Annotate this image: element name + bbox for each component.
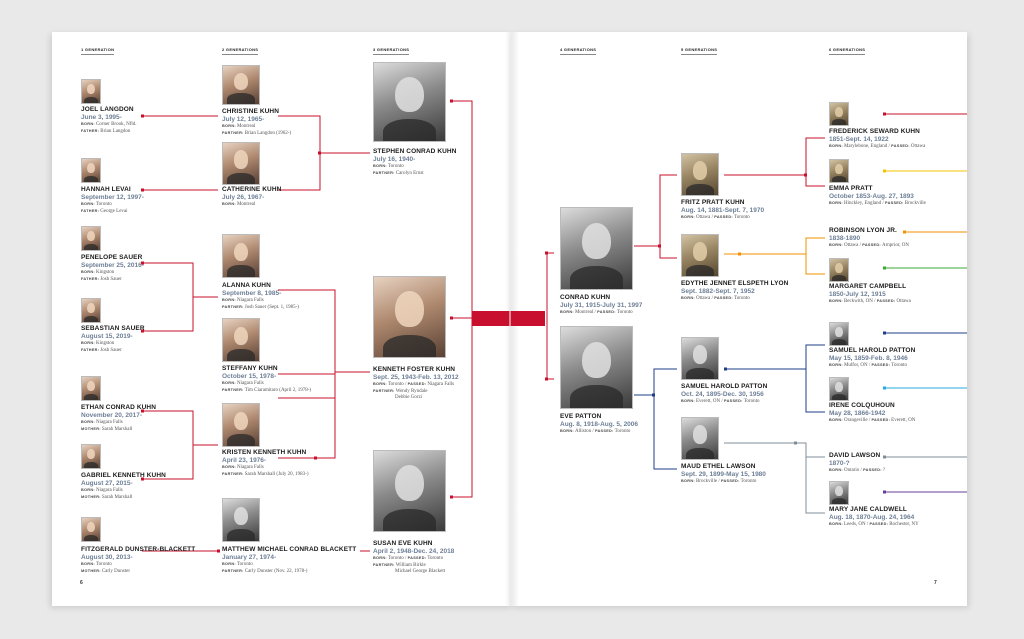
person-gabriel-kenneth-kuhn: [81, 472, 166, 501]
partner-value: Carolyn Ernst: [395, 170, 424, 176]
partner-label: PARTNER:: [373, 562, 395, 567]
born-label: BORN:: [829, 418, 843, 423]
father-label: FATHER:: [81, 208, 100, 213]
born-value: Ottawa: [695, 296, 711, 302]
connector-eve-samuel-maud: [634, 369, 677, 469]
born-label: BORN:: [681, 399, 695, 404]
passed-label: PASSED:: [862, 243, 881, 248]
heading-1-generation: 1 GENERATION: [81, 47, 114, 55]
photo-christine: [222, 65, 260, 105]
born-value: Toronto: [236, 562, 253, 568]
photo-ethan: [81, 376, 101, 401]
passed-value: Toronto: [734, 215, 750, 221]
born-label: BORN:: [681, 479, 695, 484]
person-samuel-harold-patton-gen6: SAMUEL HAROLD PATTON May 15, 1859-Feb. 8, 1946 BORN:Mulfor, ON / PASSED:Toronto: [829, 347, 916, 369]
photo-penelope: [81, 226, 101, 251]
person-name: FREDERICK SEWARD KUHN: [829, 128, 920, 135]
passed-value: Toronto: [743, 399, 760, 405]
person-dates: 1870-?: [829, 460, 850, 468]
person-name: STEPHEN CONRAD KUHN: [373, 148, 457, 155]
born-value: Toronto: [387, 556, 404, 562]
passed-label: PASSED:: [407, 556, 427, 561]
passed-value: Toronto: [614, 429, 631, 435]
mother-label: MOTHER:: [81, 494, 101, 499]
passed-value: Everett, ON: [891, 418, 916, 424]
heading-4-generations: 4 GENERATIONS: [560, 47, 596, 55]
passed-label: PASSED:: [871, 363, 891, 368]
born-value: Brockville: [695, 479, 718, 485]
person-joel-langdon: [81, 106, 137, 135]
passed-value: Ottawa: [910, 144, 926, 150]
person-name: KRISTEN KENNETH KUHN: [222, 449, 307, 456]
born-label: BORN:: [681, 215, 695, 220]
person-name: CATHERINE KUHN: [222, 186, 282, 193]
person-irene-colquhoun: IRENE COLQUHOUN May 28, 1866-1942 BORN:Orangeville / PASSED:Everett, ON: [829, 402, 916, 424]
photo-susan: [373, 450, 446, 532]
born-value: Kingston: [95, 341, 115, 347]
partner-label: PARTNER:: [373, 170, 395, 175]
photo-mary: [829, 481, 849, 505]
person-fritz-pratt-kuhn: FRITZ PRATT KUHN Aug. 14, 1881-Sept. 7, 1970 BORN:Ottawa / PASSED:Toronto: [681, 199, 765, 221]
connector-conrad-fritz-edythe: [634, 175, 677, 258]
connector-gen4-bracket: [547, 253, 554, 379]
person-mary-jane-caldwell: MARY JANE CALDWELL Aug. 18, 1870-Aug. 24, 1964 BORN:Leeds, ON / PASSED:Rochester, NY: [829, 506, 919, 528]
born-label: BORN:: [81, 488, 95, 493]
person-name: STEFFANY KUHN: [222, 365, 278, 372]
person-margaret-campbell: MARGARET CAMPBELL 1850-July 12, 1915 BORN:Beckwith, ON / PASSED:Ottawa: [829, 283, 911, 305]
photo-irene: [829, 377, 849, 401]
mother-value: Sarah Marshall: [101, 426, 133, 432]
born-value: Marylebone, England: [843, 144, 888, 150]
person-name: MARGARET CAMPBELL: [829, 283, 907, 290]
born-value: Ottawa: [843, 243, 859, 249]
father-value: Brian Langdon: [100, 128, 131, 134]
passed-label: PASSED:: [885, 201, 904, 206]
photo-frederick: [829, 102, 849, 126]
passed-value: Niagara Falls: [427, 382, 455, 388]
passed-value: Ottawa: [896, 299, 911, 305]
person-dates: Aug. 8, 1918-Aug. 5, 2006: [560, 421, 639, 429]
person-name: SUSAN EVE KUHN: [373, 540, 433, 547]
person-david-lawson: DAVID LAWSON 1870-? BORN:Ontario / PASSED:?: [829, 452, 886, 474]
person-dates: September 12, 1997-: [81, 194, 144, 202]
person-fitzgerald-dunster-blackett: [81, 546, 195, 575]
passed-value: Toronto: [734, 296, 750, 302]
passed-label: PASSED:: [597, 310, 616, 315]
born-value: Orangeville: [843, 418, 868, 424]
mother-label: MOTHER:: [81, 426, 101, 431]
person-alanna-kuhn: [222, 282, 299, 311]
born-label: BORN:: [222, 562, 236, 567]
person-dates: Aug. 14, 1881-Sept. 7, 1970: [681, 207, 765, 215]
person-dates: September 25, 2016-: [81, 262, 144, 270]
passed-label: PASSED:: [871, 418, 891, 423]
person-dates: 1851-Sept. 14, 1922: [829, 136, 889, 144]
person-name: JOEL LANGDON: [81, 106, 134, 113]
photo-maud: [681, 417, 719, 460]
person-kenneth-foster-kuhn: KENNETH FOSTER KUHN Sept. 25, 1943-Feb. 13, 2012 BORN:Toronto / PASSED:Niagara Falls PARTNER:Wendy Ryndale Debbie Gorzi: [373, 366, 459, 400]
father-label: FATHER:: [81, 347, 100, 352]
born-value: Niagara Falls: [95, 488, 123, 494]
photo-catherine: [222, 142, 260, 185]
person-name: ETHAN CONRAD KUHN: [81, 404, 157, 411]
born-label: BORN:: [81, 420, 95, 425]
born-value: Leeds, ON: [843, 522, 866, 528]
person-dates: Oct. 24, 1895-Dec. 30, 1956: [681, 391, 764, 399]
person-dates: July 26, 1967-: [222, 194, 265, 202]
person-name: SAMUEL HAROLD PATTON: [829, 347, 916, 354]
person-name: IRENE COLQUHOUN: [829, 402, 895, 409]
person-steffany-kuhn: [222, 365, 311, 394]
person-dates: June 3, 1995-: [81, 114, 122, 122]
born-value: Niagara Falls: [95, 420, 123, 426]
father-value: Josh Sauer: [100, 276, 122, 282]
person-dates: October 1853-Aug. 27, 1893: [829, 193, 914, 201]
passed-value: ?: [882, 468, 886, 474]
person-eve-patton: EVE PATTON Aug. 8, 1918-Aug. 5, 2006 BORN:Alliston / PASSED:Toronto: [560, 413, 639, 435]
born-label: BORN:: [222, 381, 236, 386]
passed-value: Brockville: [904, 201, 926, 207]
person-edythe-jennet-elspeth-lyon: EDYTHE JENNET ELSPETH LYON Sept. 1882-Sept. 7, 1952 BORN:Ottawa / PASSED:Toronto: [681, 280, 789, 302]
person-name: MARY JANE CALDWELL: [829, 506, 907, 513]
person-samuel-harold-patton-gen5: SAMUEL HAROLD PATTON Oct. 24, 1895-Dec. 30, 1956 BORN:Everett, ON / PASSED:Toronto: [681, 383, 768, 405]
born-value: Beckwith, ON: [843, 299, 873, 305]
photo-conrad: [560, 207, 633, 290]
person-ethan-conrad-kuhn: [81, 404, 156, 433]
born-value: Toronto: [95, 202, 112, 208]
partner-value-2: Debbie Gorzi: [395, 394, 423, 400]
person-name: FITZGERALD DUNSTER-BLACKETT: [81, 546, 196, 553]
born-label: BORN:: [222, 124, 236, 129]
born-label: BORN:: [373, 164, 387, 169]
born-label: BORN:: [829, 243, 843, 248]
person-dates: April 2, 1948-Dec. 24, 2018: [373, 548, 455, 556]
passed-label: PASSED:: [863, 468, 882, 473]
mother-value: Carly Dunster: [101, 568, 131, 574]
partner-label: PARTNER:: [222, 304, 244, 309]
passed-value: Toronto: [891, 363, 907, 369]
partner-value: Sarah Marshall (July 20, 1983-): [244, 471, 309, 477]
photo-kristen: [222, 403, 260, 447]
person-name: HANNAH LEVAI: [81, 186, 131, 193]
person-frederick-seward-kuhn: FREDERICK SEWARD KUHN 1851-Sept. 14, 1922 BORN:Marylebone, England / PASSED:Ottawa: [829, 128, 926, 150]
person-penelope-sauer: [81, 254, 144, 283]
person-dates: Aug. 18, 1870-Aug. 24, 1964: [829, 514, 915, 522]
person-name: SEBASTIAN SAUER: [81, 325, 145, 332]
person-dates: Sept. 1882-Sept. 7, 1952: [681, 288, 755, 296]
born-label: BORN:: [81, 270, 95, 275]
passed-value: Toronto: [740, 479, 757, 485]
passed-value: Toronto: [427, 556, 444, 562]
born-label: BORN:: [829, 468, 843, 473]
father-label: FATHER:: [81, 276, 100, 281]
person-dates: 1838-1890: [829, 235, 861, 243]
person-dates: October 15, 1978-: [222, 373, 277, 381]
born-value: Niagara Falls: [236, 298, 264, 304]
born-value: Ontario: [843, 468, 860, 474]
partner-label: PARTNER:: [222, 568, 244, 573]
photo-eve: [560, 326, 633, 409]
partner-value: Wendy Ryndale: [395, 388, 428, 394]
person-conrad-kuhn: CONRAD KUHN July 31, 1915-July 31, 1997 BORN:Montreal / PASSED:Toronto: [560, 294, 643, 316]
photo-joel: [81, 79, 101, 104]
born-value: Montreal: [574, 310, 594, 316]
person-dates: July 16, 1940-: [373, 156, 416, 164]
born-value: Mulfor, ON: [843, 363, 868, 369]
mother-label: MOTHER:: [81, 568, 101, 573]
person-name: DAVID LAWSON: [829, 452, 881, 459]
photo-kenneth: [373, 276, 446, 358]
passed-value: Arnprior, ON: [882, 243, 910, 249]
born-value: Alliston: [574, 429, 592, 435]
photo-fritz: [681, 153, 719, 196]
passed-value: Toronto: [616, 310, 633, 316]
passed-label: PASSED:: [869, 522, 889, 527]
person-name: KENNETH FOSTER KUHN: [373, 366, 456, 373]
person-name: ROBINSON LYON JR.: [829, 227, 897, 234]
person-dates: May 28, 1866-1942: [829, 410, 886, 418]
photo-sebastian: [81, 298, 101, 323]
photo-hannah: [81, 158, 101, 183]
father-value: Josh Sauer: [100, 347, 122, 353]
father-value: George Levai: [100, 208, 128, 214]
person-stephen-conrad-kuhn: [373, 148, 457, 177]
born-value: Montreal: [236, 202, 256, 208]
born-value: Toronto: [387, 382, 404, 388]
page-number-right: 7: [934, 580, 937, 586]
born-value: Toronto: [95, 562, 112, 568]
born-label: BORN:: [373, 382, 387, 387]
born-label: BORN:: [829, 144, 843, 149]
person-dates: November 20, 2017-: [81, 412, 143, 420]
passed-label: PASSED:: [714, 215, 733, 220]
person-maud-ethel-lawson: MAUD ETHEL LAWSON Sept. 29, 1899-May 15, 1980 BORN:Brockville / PASSED:Toronto: [681, 463, 766, 485]
born-label: BORN:: [81, 562, 95, 567]
partner-value-2: Michael George Blackett: [395, 568, 446, 574]
born-label: BORN:: [829, 299, 843, 304]
photo-stephen: [373, 62, 446, 142]
person-robinson-lyon-jr: ROBINSON LYON JR. 1838-1890 BORN:Ottawa / PASSED:Arnprior, ON: [829, 227, 910, 249]
person-christine-kuhn: [222, 108, 291, 137]
person-dates: August 27, 2015-: [81, 480, 133, 488]
born-label: BORN:: [560, 429, 574, 434]
born-label: BORN:: [560, 310, 574, 315]
photo-alanna: [222, 234, 260, 278]
connector-christine-catherine-stephen: [278, 116, 370, 190]
father-label: FATHER:: [81, 128, 100, 133]
person-dates: September 8, 1985-: [222, 290, 282, 298]
born-value: Ottawa: [695, 215, 711, 221]
connector-spine-bar: [472, 311, 545, 326]
partner-value: Brian Langdon (1962-): [244, 130, 292, 136]
person-dates: May 15, 1859-Feb. 8, 1946: [829, 355, 908, 363]
passed-value: Rochester, NY: [889, 522, 919, 528]
heading-2-generations: 2 GENERATIONS: [222, 47, 258, 55]
born-label: BORN:: [681, 296, 695, 301]
person-name: CHRISTINE KUHN: [222, 108, 280, 115]
photo-matthew: [222, 498, 260, 542]
person-dates: August 15, 2019-: [81, 333, 133, 341]
partner-label: PARTNER:: [222, 471, 244, 476]
person-susan-eve-kuhn: SUSAN EVE KUHN April 2, 1948-Dec. 24, 2018 BORN:Toronto / PASSED:Toronto PARTNER:William Birkle Michael George Blackett: [373, 540, 455, 574]
person-name: SAMUEL HAROLD PATTON: [681, 383, 768, 390]
connector-fritz-parents: [724, 138, 825, 186]
partner-value: William Birkle: [395, 562, 426, 568]
partner-value: Josh Sauer (Sept. 1, 1985-): [244, 304, 299, 310]
photo-samuel-harold-patton-6: [829, 322, 849, 346]
born-label: BORN:: [81, 341, 95, 346]
person-dates: January 27, 1974-: [222, 554, 277, 562]
photo-steffany: [222, 318, 260, 362]
born-value: Corner Brook, Nfld.: [95, 122, 137, 128]
person-dates: April 23, 1976-: [222, 457, 267, 465]
partner-value: Carly Dunster (Nov. 22, 1978-): [244, 568, 308, 574]
person-matthew-michael-conrad-blackett: [222, 546, 356, 575]
person-name: EVE PATTON: [560, 413, 602, 420]
born-label: BORN:: [222, 465, 236, 470]
born-value: Kingston: [95, 270, 115, 276]
born-label: BORN:: [222, 202, 236, 207]
born-value: Everett, ON: [695, 399, 721, 405]
person-dates: Sept. 25, 1943-Feb. 13, 2012: [373, 374, 459, 382]
person-name: ALANNA KUHN: [222, 282, 271, 289]
passed-label: PASSED:: [594, 429, 614, 434]
person-name: GABRIEL KENNETH KUHN: [81, 472, 166, 479]
passed-label: PASSED:: [876, 299, 896, 304]
person-sebastian-sauer: [81, 325, 145, 354]
heading-3-generations: 3 GENERATIONS: [373, 47, 409, 55]
passed-label: PASSED:: [407, 382, 427, 387]
person-dates: August 30, 2013-: [81, 554, 133, 562]
passed-label: PASSED:: [724, 399, 743, 404]
passed-label: PASSED:: [891, 144, 910, 149]
mother-value: Sarah Marshall: [101, 494, 133, 500]
person-name: MATTHEW MICHAEL CONRAD BLACKETT: [222, 546, 357, 553]
person-name: FRITZ PRATT KUHN: [681, 199, 745, 206]
photo-margaret: [829, 258, 849, 282]
person-name: CONRAD KUHN: [560, 294, 611, 301]
born-label: BORN:: [222, 298, 236, 303]
photo-samuel-harold-patton-5: [681, 337, 719, 380]
heading-5-generations: 5 GENERATIONS: [681, 47, 717, 55]
passed-label: PASSED:: [720, 479, 740, 484]
person-name: EMMA PRATT: [829, 185, 873, 192]
person-dates: July 31, 1915-July 31, 1997: [560, 302, 643, 310]
born-label: BORN:: [81, 202, 95, 207]
person-dates: Sept. 29, 1899-May 15, 1980: [681, 471, 766, 479]
photo-edythe: [681, 234, 719, 277]
person-catherine-kuhn: [222, 186, 281, 209]
photo-gabriel: [81, 444, 101, 469]
born-label: BORN:: [829, 522, 843, 527]
born-value: Hinckley, England: [843, 201, 882, 207]
photo-emma: [829, 159, 849, 183]
partner-label: PARTNER:: [222, 387, 244, 392]
person-name: EDYTHE JENNET ELSPETH LYON: [681, 280, 789, 287]
photo-fitzgerald: [81, 517, 101, 542]
passed-label: PASSED:: [714, 296, 733, 301]
person-hannah-levai: [81, 186, 144, 215]
heading-6-generations: 6 GENERATIONS: [829, 47, 865, 55]
person-emma-pratt: EMMA PRATT October 1853-Aug. 27, 1893 BORN:Hinckley, England / PASSED:Brockville: [829, 185, 926, 207]
person-dates: July 12, 1965-: [222, 116, 265, 124]
born-label: BORN:: [373, 556, 387, 561]
born-value: Montreal: [236, 124, 256, 130]
born-label: BORN:: [829, 363, 843, 368]
born-label: BORN:: [81, 122, 95, 127]
partner-label: PARTNER:: [373, 388, 395, 393]
person-kristen-kenneth-kuhn: [222, 449, 309, 478]
connector-edythe-parents: [724, 238, 825, 274]
born-value: Niagara Falls: [236, 465, 264, 471]
born-value: Niagara Falls: [236, 381, 264, 387]
person-dates: 1850-July 12, 1915: [829, 291, 886, 299]
person-name: PENELOPE SAUER: [81, 254, 143, 261]
person-name: MAUD ETHEL LAWSON: [681, 463, 756, 470]
page-number-left: 6: [80, 580, 83, 586]
partner-label: PARTNER:: [222, 130, 244, 135]
partner-value: Tim Ciaramitaro (April 2, 1978-): [244, 387, 312, 393]
connector-penelope-sauer: [142, 263, 193, 331]
born-label: BORN:: [829, 201, 843, 206]
born-value: Toronto: [387, 164, 404, 170]
